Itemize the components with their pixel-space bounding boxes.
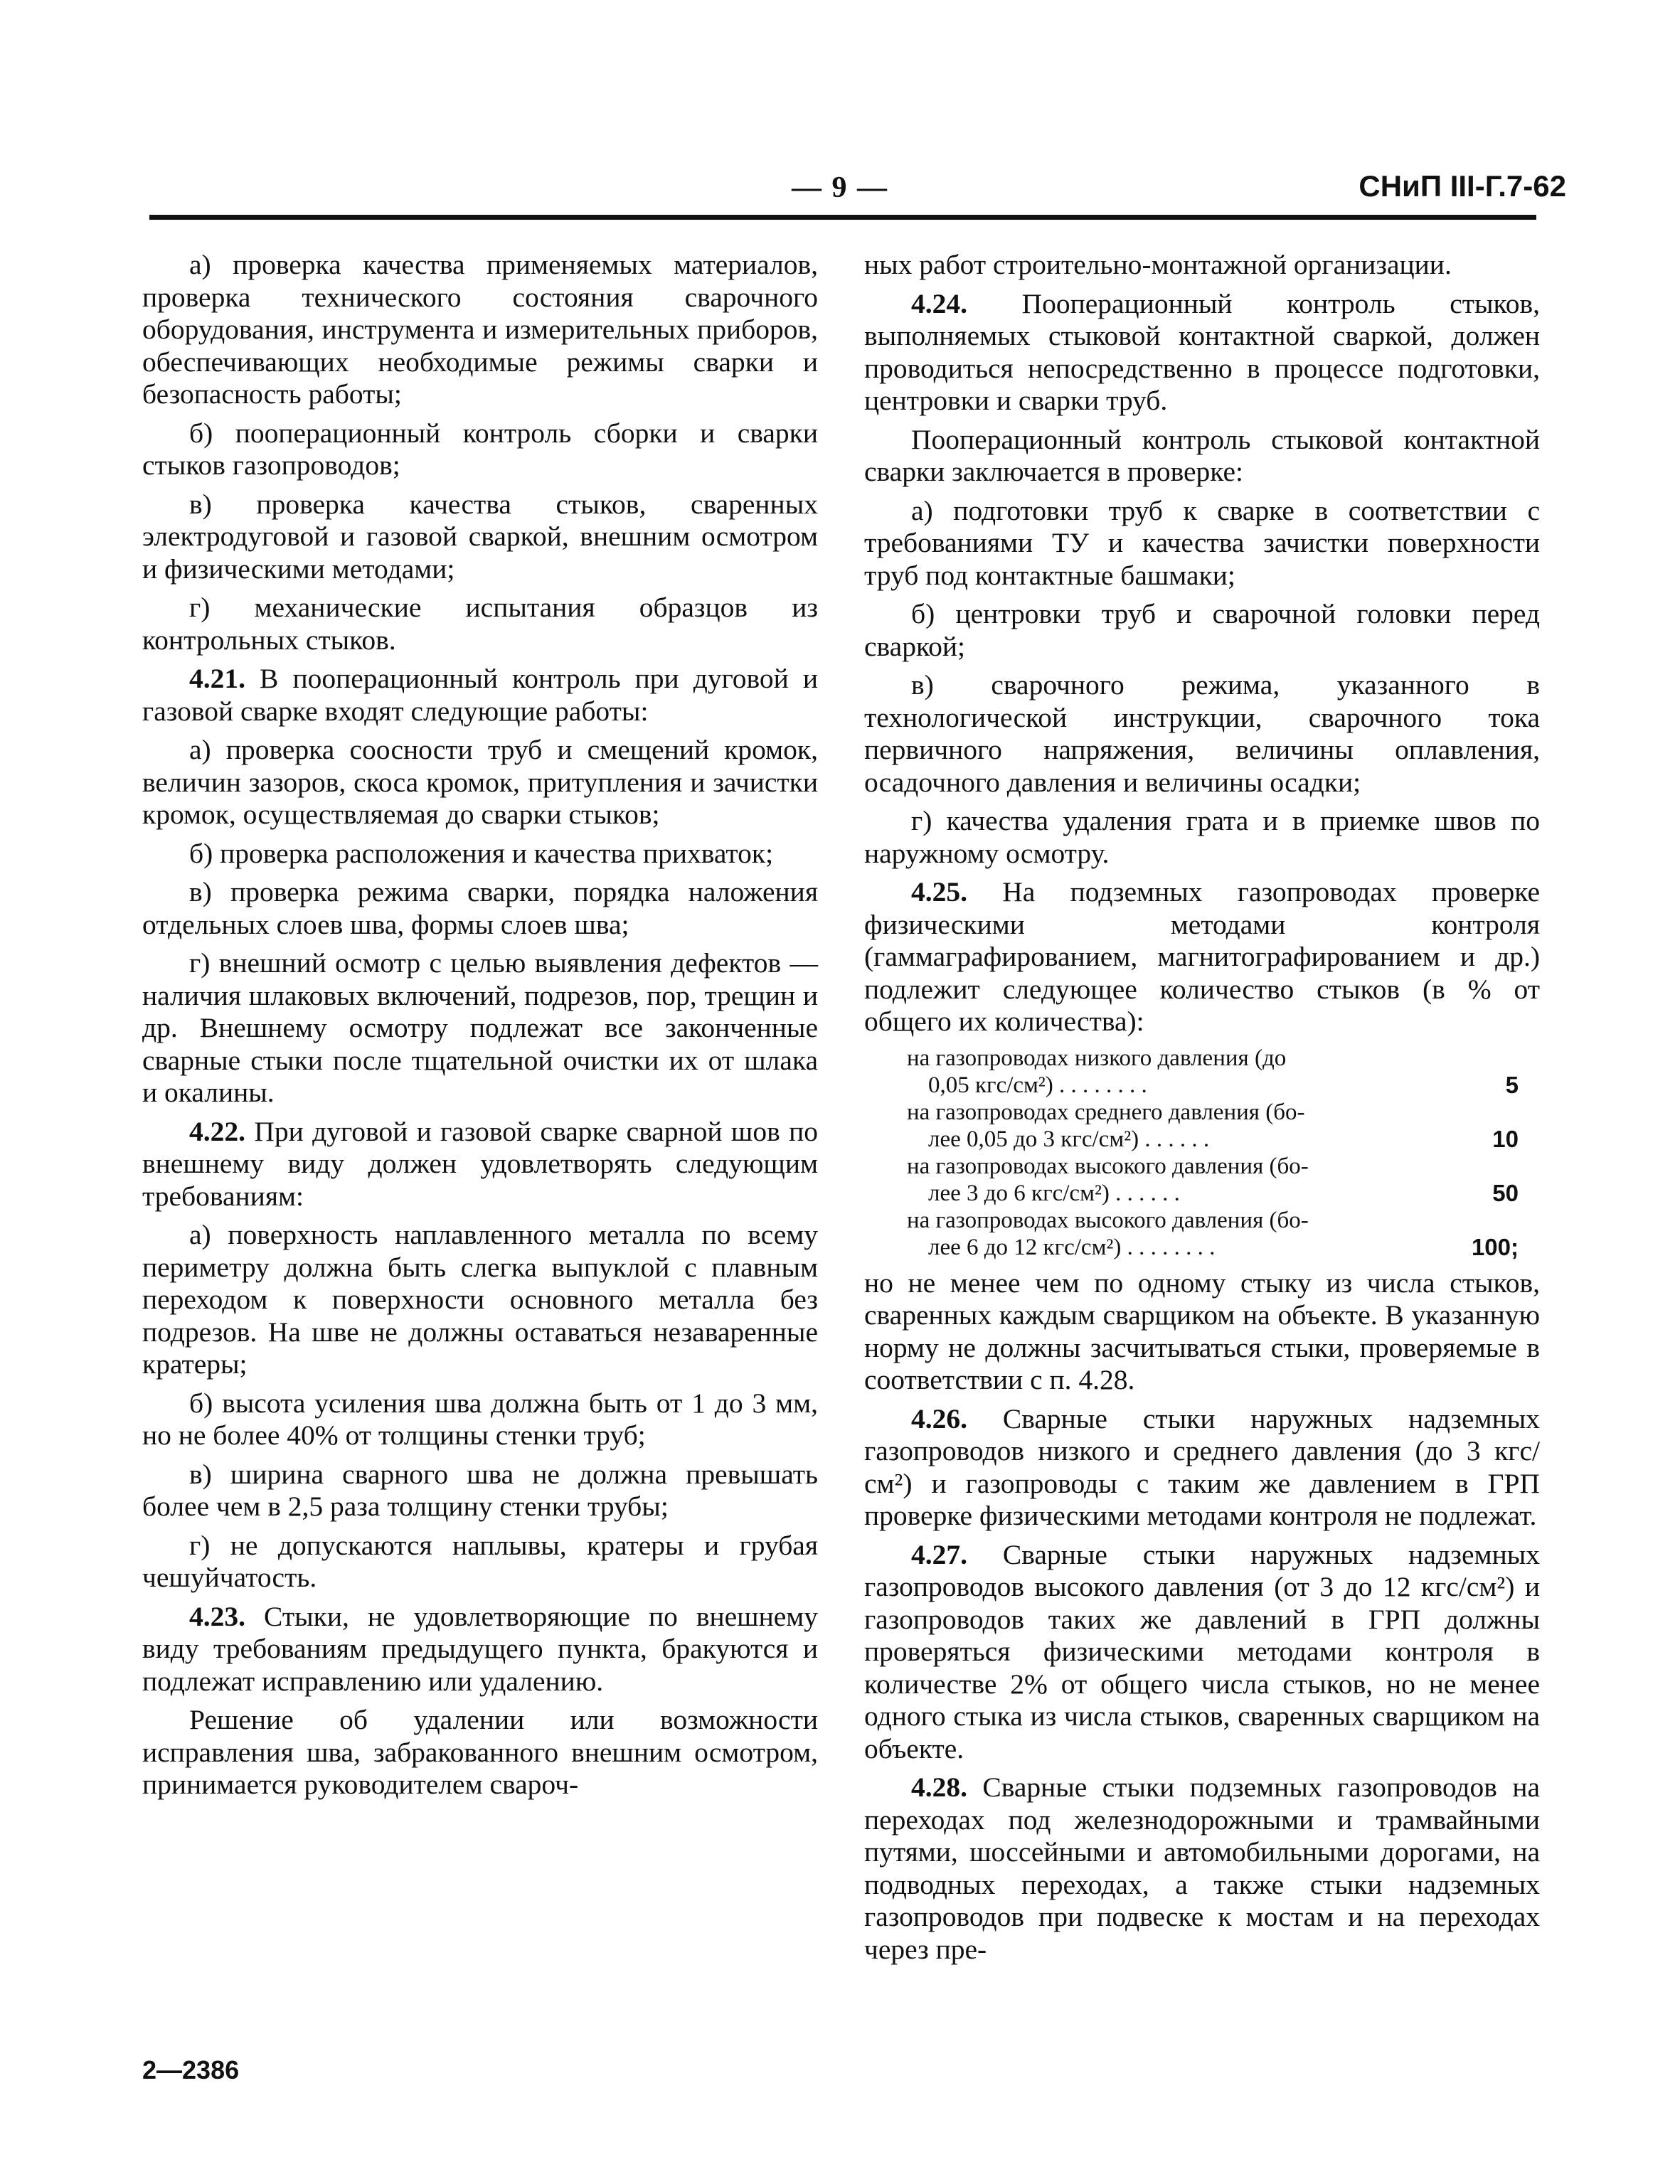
section-4-28 bbox=[864, 1772, 1540, 1966]
paragraph: в) ширина сварного шва не должна превышать более чем в 2,5 раза толщину стенки трубы; bbox=[142, 1458, 818, 1522]
section-text: Стыки, не удовлетворяющие по внешнему виду требованиям предыдущего пункта, бракуются и подлежат исправлению или удалению. bbox=[142, 1600, 818, 1697]
section-text: Пооперационный контроль стыков, выполняемых стыковой контактной сваркой, должен проводиться непосредственно в процессе подготовки, центровки и сварки труб. bbox=[864, 287, 1540, 416]
section-4-27 bbox=[864, 1539, 1540, 1766]
paragraph: б) пооперационный контроль сборки и сварки стыков газопроводов; bbox=[142, 417, 818, 481]
table-row bbox=[864, 1207, 1540, 1261]
page-number: — 9 — bbox=[792, 171, 888, 204]
row-label-cont: лее 0,05 до 3 кгс/см²) . . . . . . bbox=[928, 1126, 1210, 1152]
section-number: 4.27. bbox=[911, 1538, 967, 1570]
row-value: 50 bbox=[1492, 1179, 1519, 1206]
row-label: на газопроводах высокого давления (бо- bbox=[907, 1153, 1309, 1179]
section-text: Сварные стыки наружных надземных газопроводов высокого давления (от 3 до 12 кгс/см²) и газопроводов таких же давлений в ГРП должны проверяться физическими методами контроля в количестве 2% от общего числа стыков, но не менее одного стыка из числа стыков, сваренных сварщиком на объекте. bbox=[864, 1538, 1540, 1764]
row-value: 10 bbox=[1492, 1125, 1519, 1152]
paragraph: Пооперационный контроль стыковой контактной сварки заключается в проверке: bbox=[864, 423, 1540, 487]
section-text: При дуговой и газовой сварке сварной шов по внешнему виду должен удовлетворять следующим требованиям: bbox=[142, 1115, 818, 1212]
section-4-22 bbox=[142, 1116, 818, 1213]
row-label-cont: лее 3 до 6 кгс/см²) . . . . . . bbox=[928, 1180, 1180, 1206]
table-row bbox=[864, 1045, 1540, 1099]
section-4-23 bbox=[142, 1601, 818, 1698]
paragraph: г) механические испытания образцов из контрольных стыков. bbox=[142, 592, 818, 656]
table-row bbox=[864, 1099, 1540, 1153]
row-label: на газопроводах низкого давления (до bbox=[907, 1045, 1287, 1071]
section-4-24 bbox=[864, 288, 1540, 417]
header-divider bbox=[149, 215, 1536, 220]
paragraph: Решение об удалении или возможности исправления шва, забракованного внешним осмотром, принимается руководителем свароч- bbox=[142, 1704, 818, 1800]
table-row bbox=[864, 1153, 1540, 1207]
document-code: СНиП III-Г.7-62 bbox=[1359, 169, 1566, 203]
section-text: Сварные стыки подземных газопроводов на переходах под железнодорожными и трамвайными путями, шоссейными и автомобильными дорогами, на подводных переходах, а также стыки надземных газопроводов при подвеске к мостам и на переходах через пре- bbox=[864, 1772, 1540, 1965]
section-number: 4.24. bbox=[911, 287, 967, 319]
paragraph: в) сварочного режима, указанного в технологической инструкции, сварочного тока первичного напряжения, величины оплавления, осадочного давления и величины осадки; bbox=[864, 669, 1540, 798]
paragraph: б) проверка расположения и качества прихваток; bbox=[189, 837, 774, 869]
row-label: на газопроводах среднего давления (бо- bbox=[907, 1099, 1305, 1125]
section-number: 4.21. bbox=[189, 663, 245, 694]
section-number: 4.23. bbox=[189, 1600, 245, 1632]
section-4-26 bbox=[864, 1403, 1540, 1533]
section-number: 4.28. bbox=[911, 1772, 967, 1803]
paragraph: в) проверка качества стыков, сваренных электродуговой и газовой сваркой, внешним осмотром и физическими методами; bbox=[142, 488, 818, 585]
paragraph: б) высота усиления шва должна быть от 1 до 3 мм, но не более 40% от толщины стенки труб; bbox=[142, 1387, 818, 1451]
right-column bbox=[864, 249, 1540, 1972]
paragraph: ных работ строительно-монтажной организации. bbox=[864, 249, 1452, 280]
paragraph: г) не допускаются наплывы, кратеры и грубая чешуйчатость. bbox=[142, 1529, 818, 1593]
row-label-cont: лее 6 до 12 кгс/см²) . . . . . . . . bbox=[928, 1234, 1216, 1260]
paragraph: в) проверка режима сварки, порядка наложения отдельных слоев шва, формы слоев шва; bbox=[142, 876, 818, 940]
print-signature: 2—2386 bbox=[142, 2055, 240, 2084]
paragraph: а) подготовки труб к сварке в соответствии с требованиями ТУ и качества зачистки поверхности труб под контактные башмаки; bbox=[864, 494, 1540, 591]
paragraph: а) проверка соосности труб и смещений кромок, величин зазоров, скоса кромок, притупления и зачистки кромок, осуществляемая до сварки стыков; bbox=[142, 734, 818, 830]
paragraph: б) центровки труб и сварочной головки перед сваркой; bbox=[864, 598, 1540, 662]
row-value: 5 bbox=[1505, 1071, 1519, 1098]
section-4-21 bbox=[142, 663, 818, 728]
left-column bbox=[142, 249, 818, 1808]
pressure-table bbox=[864, 1045, 1540, 1261]
paragraph: а) поверхность наплавленного металла по всему периметру должна быть слегка выпуклой с плавным переходом к поверхности основного металла без подрезов. На шве не должны оставаться незаваренные кратеры; bbox=[142, 1219, 818, 1380]
row-value: 100; bbox=[1471, 1233, 1519, 1260]
row-label-cont: 0,05 кгс/см²) . . . . . . . . bbox=[928, 1072, 1147, 1098]
paragraph: г) качества удаления грата и в приемке швов по наружному осмотру. bbox=[864, 805, 1540, 869]
row-label: на газопроводах высокого давления (бо- bbox=[907, 1207, 1309, 1233]
section-text: На подземных газопроводах проверке физическими методами контроля (гаммаграфированием, магнитографированием и др.) подлежит следующее количество стыков (в % от общего их количества): bbox=[864, 876, 1540, 1037]
section-4-25 bbox=[864, 876, 1540, 1038]
paragraph: но не менее чем по одному стыку из числа стыков, сваренных каждым сварщиком на объекте. В указанную норму не должны засчитываться стыки, проверяемые в соответствии с п. 4.28. bbox=[864, 1267, 1540, 1395]
section-text: Сварные стыки наружных надземных газопроводов низкого и среднего давления (до 3 кгс/см²) и газопроводы с таким же давлением в ГРП проверке физическими методами контроля не подлежат. bbox=[864, 1402, 1540, 1531]
section-number: 4.26. bbox=[911, 1402, 967, 1434]
section-number: 4.25. bbox=[911, 876, 967, 907]
section-number: 4.22. bbox=[189, 1115, 245, 1147]
paragraph: г) внешний осмотр с целью выявления дефектов — наличия шлаковых включений, подрезов, пор, трещин и др. Внешнему осмотру подлежат все законченные сварные стыки после тщательной очистки их от шлака и окалины. bbox=[142, 947, 818, 1108]
paragraph: а) проверка качества применяемых материалов, проверка технического состояния сварочного оборудования, инструмента и измерительных приборов, обеспечивающих необходимые режимы сварки и безопасность работы; bbox=[142, 249, 818, 410]
section-text: В пооперационный контроль при дуговой и газовой сварке входят следующие работы: bbox=[142, 663, 818, 727]
